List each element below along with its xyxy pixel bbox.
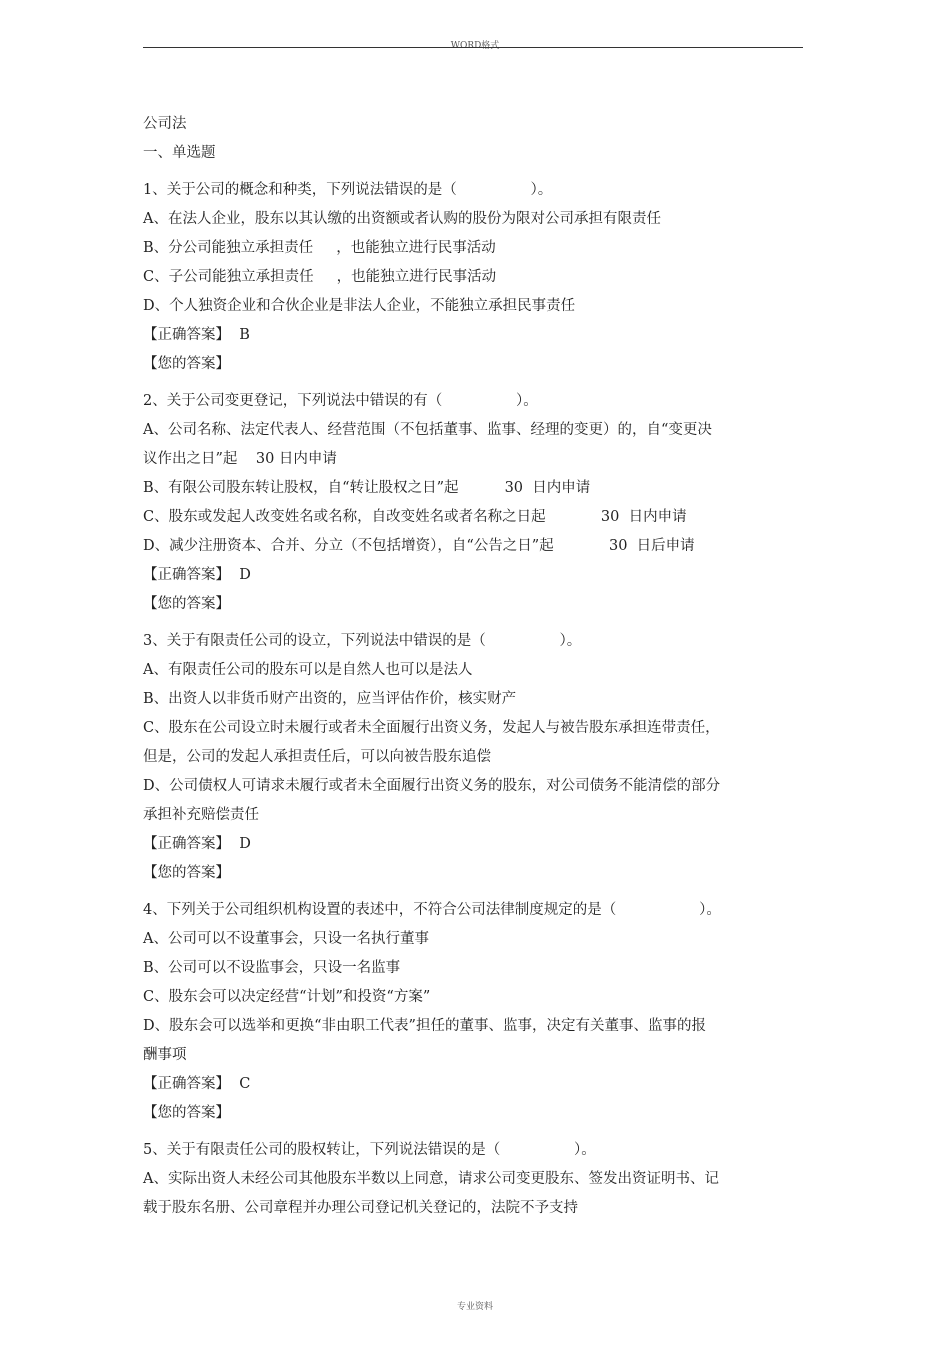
document-title: 公司法	[143, 116, 187, 132]
question-block	[143, 627, 783, 888]
answer-option: D、个人独资企业和合伙企业是非法人企业，不能独立承担民事责任	[143, 298, 576, 314]
answer-option: 载于股东名册、公司章程并办理公司登记机关登记的，法院不予支持	[143, 1200, 578, 1216]
correct-answer: 【正确答案】 D	[143, 567, 251, 583]
answer-option: D、减少注册资本、合并、分立（不包括增资），自“公告之日”起 30 日后申请	[143, 538, 695, 554]
question-stem: 5、关于有限责任公司的股权转让，下列说法错误的是（ ）。	[143, 1142, 596, 1158]
question-block	[143, 1136, 783, 1223]
answer-option: B、分公司能独立承担责任 ，也能独立进行民事活动	[143, 240, 496, 256]
your-answer: 【您的答案】	[143, 356, 230, 372]
correct-answer: 【正确答案】 B	[143, 327, 250, 343]
answer-option: 承担补充赔偿责任	[143, 807, 259, 823]
page-header: WORD格式	[450, 41, 500, 51]
answer-option: B、出资人以非货币财产出资的，应当评估作价，核实财产	[143, 691, 517, 707]
answer-option: A、在法人企业，股东以其认缴的出资额或者认购的股份为限对公司承担有限责任	[143, 211, 661, 227]
correct-answer: 【正确答案】 C	[143, 1076, 251, 1092]
your-answer: 【您的答案】	[143, 596, 230, 612]
answer-option: D、公司债权人可请求未履行或者未全面履行出资义务的股东，对公司债务不能清偿的部分	[143, 778, 721, 794]
question-block	[143, 387, 783, 619]
answer-option: B、公司可以不设监事会，只设一名监事	[143, 960, 401, 976]
question-stem: 3、关于有限责任公司的设立，下列说法中错误的是（ ）。	[143, 633, 582, 649]
section-heading: 一、单选题	[143, 145, 216, 161]
page-footer: 专业资料	[456, 1302, 493, 1312]
answer-option: 但是，公司的发起人承担责任后，可以向被告股东追偿	[143, 749, 491, 765]
header-rule	[143, 47, 803, 48]
answer-option: D、股东会可以选举和更换“非由职工代表”担任的董事、监事，决定有关董事、监事的报	[143, 1018, 706, 1034]
answer-option: 酬事项	[143, 1047, 187, 1063]
correct-answer: 【正确答案】 D	[143, 836, 251, 852]
question-list	[143, 176, 783, 1223]
question-stem: 1、关于公司的概念和种类，下列说法错误的是（ ）。	[143, 182, 553, 198]
document-body	[143, 110, 783, 1223]
answer-option: A、实际出资人未经公司其他股东半数以上同意，请求公司变更股东、签发出资证明书、记	[143, 1171, 719, 1187]
question-block	[143, 176, 783, 379]
answer-option: B、有限公司股东转让股权，自“转让股权之日”起 30 日内申请	[143, 480, 591, 496]
answer-option: C、股东在公司设立时未履行或者未全面履行出资义务，发起人与被告股东承担连带责任，	[143, 720, 720, 736]
your-answer: 【您的答案】	[143, 865, 230, 881]
answer-option: C、子公司能独立承担责任 ，也能独立进行民事活动	[143, 269, 497, 285]
answer-option: A、公司名称、法定代表人、经营范围（不包括董事、监事、经理的变更）的，自“变更决	[143, 422, 712, 438]
question-stem: 2、关于公司变更登记，下列说法中错误的有（ ）。	[143, 393, 538, 409]
answer-option: C、股东会可以决定经营“计划”和投资“方案”	[143, 989, 431, 1005]
answer-option: A、有限责任公司的股东可以是自然人也可以是法人	[143, 662, 473, 678]
answer-option: C、股东或发起人改变姓名或名称，自改变姓名或者名称之日起 30 日内申请	[143, 509, 687, 525]
your-answer: 【您的答案】	[143, 1105, 230, 1121]
question-block	[143, 896, 783, 1128]
answer-option: 议作出之日”起 30 日内申请	[143, 451, 337, 467]
answer-option: A、公司可以不设董事会，只设一名执行董事	[143, 931, 429, 947]
question-stem: 4、下列关于公司组织机构设置的表述中，不符合公司法律制度规定的是（ ）。	[143, 902, 721, 918]
